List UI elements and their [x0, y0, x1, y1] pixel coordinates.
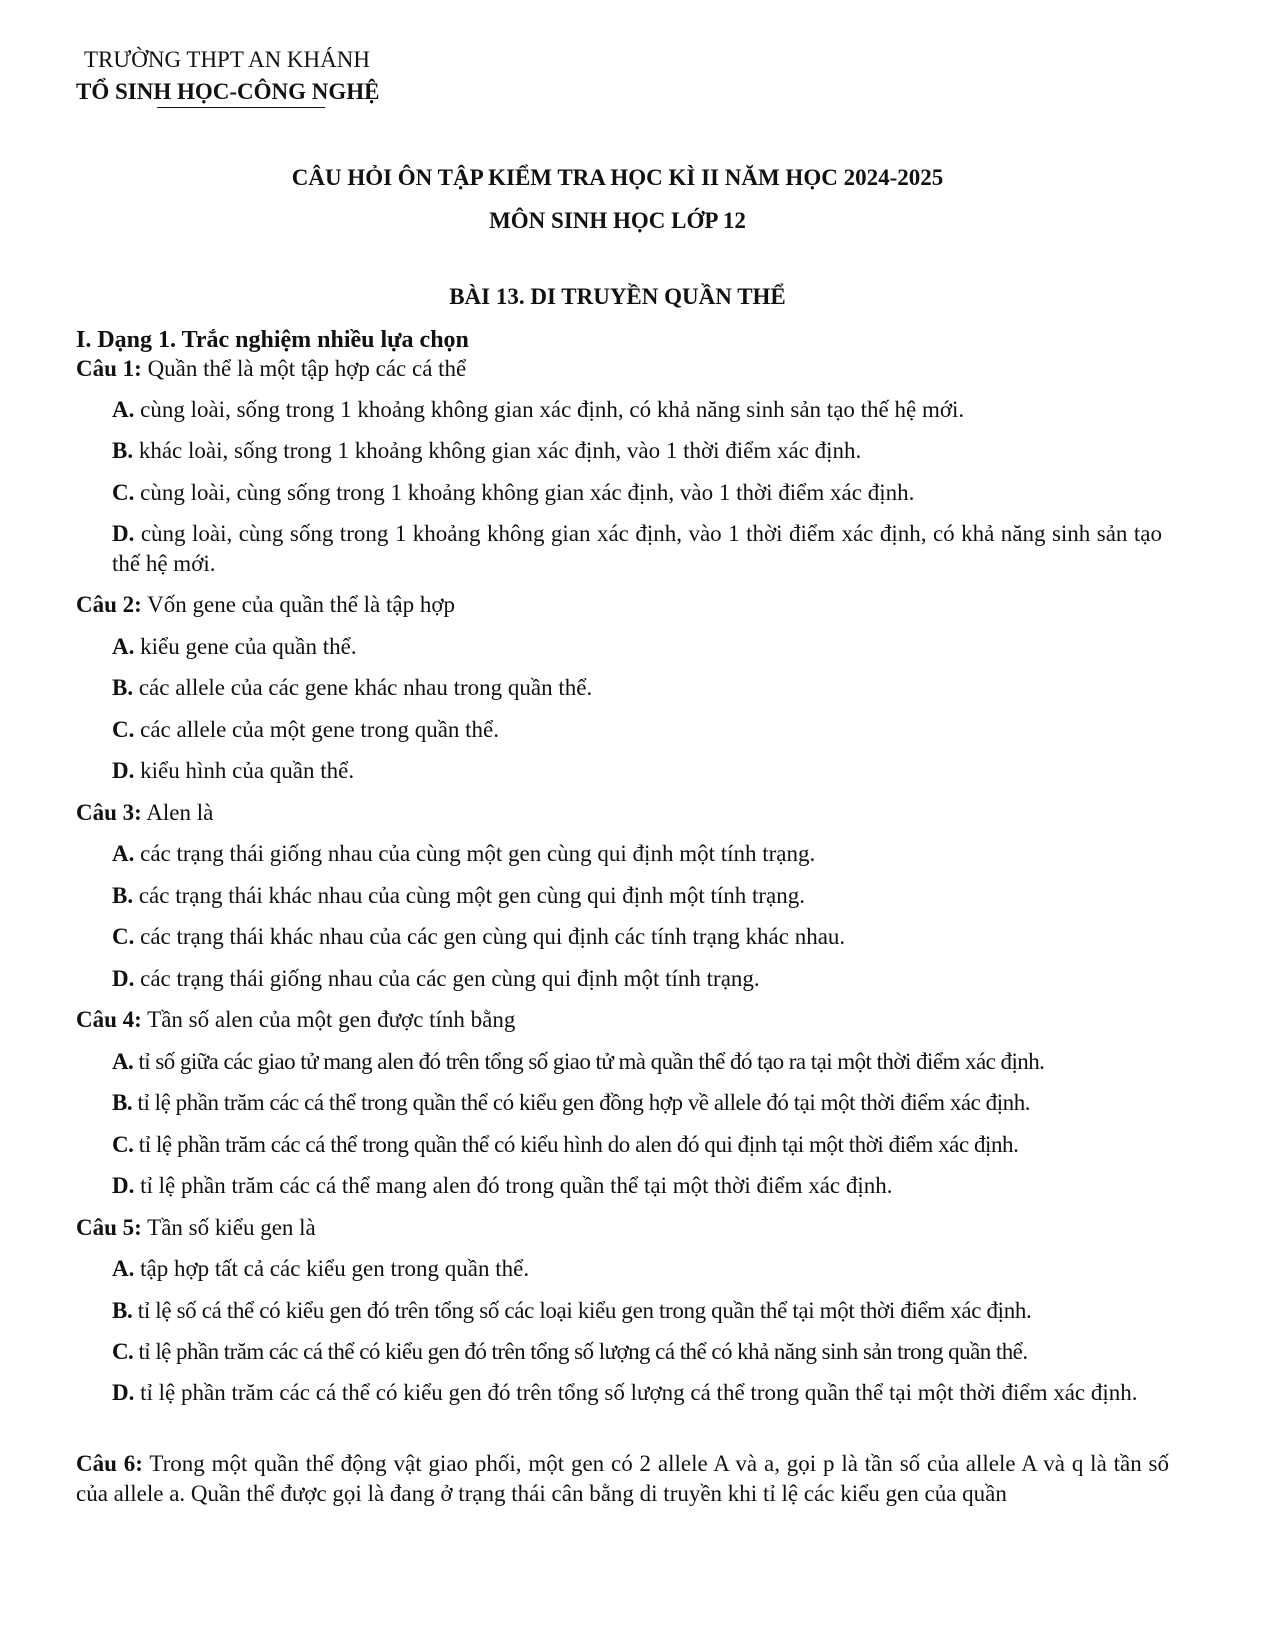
question-label: Câu 2:	[76, 592, 142, 617]
question-1	[76, 355, 1226, 383]
option-label: C.	[112, 1132, 134, 1157]
question-label: Câu 5:	[76, 1215, 142, 1240]
question-label: Câu 3:	[76, 800, 142, 825]
option-label: D.	[112, 521, 135, 546]
department-underline	[157, 107, 325, 108]
option-label: A.	[112, 634, 135, 659]
option-text: các trạng thái khác nhau của cùng một gen cùng qui định một tính trạng.	[133, 883, 806, 908]
q4-option-a	[112, 1048, 1224, 1076]
option-label: D.	[112, 1380, 135, 1405]
option-text: kiểu gene của quần thể.	[134, 634, 357, 659]
option-text: kiểu hình của quần thể.	[134, 758, 355, 783]
question-label: Câu 6:	[76, 1451, 143, 1476]
department-name: TỔ SINH HỌC-CÔNG NGHỆ	[76, 79, 380, 104]
q3-option-b	[112, 882, 1224, 910]
option-text: các trạng thái giống nhau của cùng một gen cùng qui định một tính trạng.	[134, 841, 816, 866]
option-text: tập hợp tất cả các kiểu gen trong quần thể.	[134, 1256, 530, 1281]
q4-option-d	[112, 1172, 1224, 1200]
q3-option-d	[112, 965, 1224, 993]
section-heading: I. Dạng 1. Trắc nghiệm nhiều lựa chọn	[76, 327, 469, 353]
option-label: B.	[112, 675, 134, 700]
q4-option-b	[112, 1089, 1224, 1117]
question-3	[76, 799, 1226, 827]
option-text: cùng loài, cùng sống trong 1 khoảng không gian xác định, vào 1 thời điểm xác định, có khả năng sinh sản tạo thế hệ mới.	[112, 521, 1162, 576]
option-label: A.	[112, 1049, 134, 1074]
q2-option-b	[112, 674, 1224, 702]
question-text: Alen là	[141, 800, 214, 825]
option-text: tỉ lệ số cá thể có kiểu gen đó trên tổng số các loại kiểu gen trong quần thể tại một thời điểm xác định.	[132, 1298, 1032, 1323]
question-text: Tần số kiểu gen là	[141, 1215, 316, 1240]
option-text: tỉ lệ phần trăm các cá thể trong quần thể có kiểu gen đồng hợp về allele đó tại một thời điểm xác định.	[132, 1090, 1031, 1115]
option-text: tỉ lệ phần trăm các cá thể có kiểu gen đó trên tổng số lượng cá thể có khả năng sinh sản trong quần thể.	[133, 1339, 1028, 1364]
q5-option-c	[112, 1338, 1224, 1366]
subject-title: MÔN SINH HỌC LỚP 12	[489, 208, 746, 233]
option-label: B.	[112, 883, 134, 908]
q4-option-c	[112, 1131, 1224, 1159]
question-text: Quần thể là một tập hợp các cá thể	[141, 356, 467, 381]
question-5	[76, 1214, 1226, 1242]
option-label: D.	[112, 1173, 135, 1198]
option-text: các trạng thái khác nhau của các gen cùng qui định các tính trạng khác nhau.	[134, 924, 846, 949]
option-text: các allele của một gene trong quần thể.	[134, 717, 500, 742]
option-text: cùng loài, cùng sống trong 1 khoảng không gian xác định, vào 1 thời điểm xác định.	[134, 480, 915, 505]
q1-option-b	[112, 437, 1224, 465]
question-text: Trong một quần thể động vật giao phối, một gen có 2 allele A và a, gọi p là tần số của allele A và q là tần số của allele a. Quần thể được gọi là đang ở trạng thái cân bằng di truyền khi tỉ lệ các kiểu gen của quần	[76, 1451, 1169, 1506]
q1-option-d	[112, 519, 1162, 579]
option-label: A.	[112, 397, 135, 422]
option-label: D.	[112, 966, 135, 991]
option-text: tỉ số giữa các giao tử mang alen đó trên tổng số giao tử mà quần thể đó tạo ra tại một thời điểm xác định.	[133, 1049, 1045, 1074]
question-label: Câu 4:	[76, 1007, 142, 1032]
q2-option-a	[112, 633, 1224, 661]
school-name: TRƯỜNG THPT AN KHÁNH	[84, 47, 370, 72]
q5-option-d	[112, 1378, 1172, 1408]
question-6	[76, 1449, 1169, 1509]
q3-option-c	[112, 923, 1224, 951]
q5-option-a	[112, 1255, 1224, 1283]
option-label: C.	[112, 717, 135, 742]
question-4	[76, 1006, 1226, 1034]
option-label: A.	[112, 1256, 135, 1281]
question-label: Câu 1:	[76, 356, 142, 381]
option-text: các allele của các gene khác nhau trong quần thể.	[133, 675, 593, 700]
question-text: Tần số alen của một gen được tính bằng	[141, 1007, 516, 1032]
question-2	[76, 591, 1226, 619]
question-text: Vốn gene của quần thể là tập hợp	[141, 592, 456, 617]
option-text: tỉ lệ phần trăm các cá thể mang alen đó trong quần thể tại một thời điểm xác định.	[134, 1173, 893, 1198]
option-label: D.	[112, 758, 135, 783]
option-label: C.	[112, 924, 135, 949]
q1-option-c	[112, 479, 1224, 507]
q2-option-d	[112, 757, 1224, 785]
q5-option-b	[112, 1297, 1224, 1325]
option-text: các trạng thái giống nhau của các gen cùng qui định một tính trạng.	[134, 966, 760, 991]
option-text: khác loài, sống trong 1 khoảng không gian xác định, vào 1 thời điểm xác định.	[133, 438, 862, 463]
option-label: B.	[112, 1090, 133, 1115]
option-text: cùng loài, sống trong 1 khoảng không gian xác định, có khả năng sinh sản tạo thế hệ mới.	[134, 397, 965, 422]
document-title: CÂU HỎI ÔN TẬP KIỂM TRA HỌC KÌ II NĂM HỌC 2024-2025	[291, 165, 944, 190]
option-label: C.	[112, 480, 135, 505]
option-label: B.	[112, 1298, 133, 1323]
option-text: tỉ lệ phần trăm các cá thể trong quần thể có kiểu hình do alen đó qui định tại một thời điểm xác định.	[133, 1132, 1019, 1157]
q1-option-a	[112, 396, 1224, 424]
q3-option-a	[112, 840, 1224, 868]
lesson-title: BÀI 13. DI TRUYỀN QUẦN THỂ	[449, 284, 786, 309]
option-label: B.	[112, 438, 134, 463]
option-text: tỉ lệ phần trăm các cá thể có kiểu gen đó trên tổng số lượng cá thể trong quần thể tại một thời điểm xác định.	[134, 1380, 1138, 1405]
option-label: C.	[112, 1339, 134, 1364]
option-label: A.	[112, 841, 135, 866]
q2-option-c	[112, 716, 1224, 744]
